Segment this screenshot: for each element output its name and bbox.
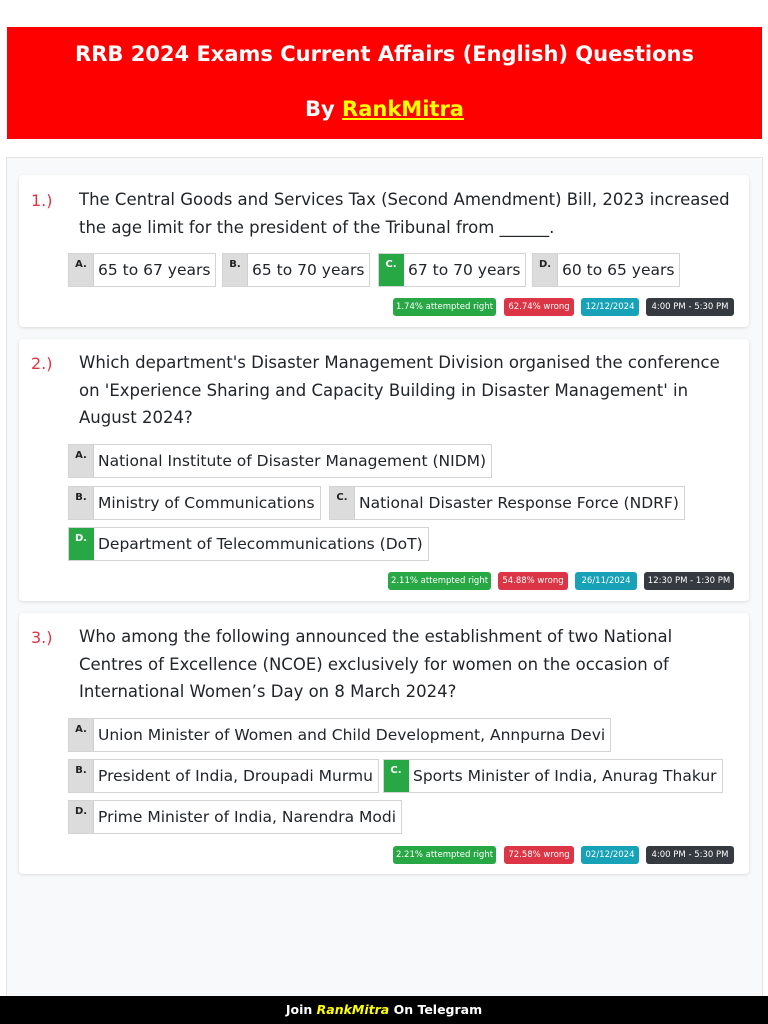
question-number: 2.) (31, 354, 53, 373)
option-d-correct[interactable] (68, 527, 429, 561)
telegram-footer[interactable] (0, 996, 768, 1024)
attempted-right-badge: 2.11% attempted right (388, 572, 491, 590)
option-letter: B. (69, 487, 94, 519)
option-text: 65 to 70 years (252, 261, 365, 279)
option-letter: A. (69, 719, 94, 751)
option-text: 65 to 67 years (98, 261, 211, 279)
option-c[interactable] (329, 486, 685, 520)
brand-link[interactable]: RankMitra (342, 97, 464, 121)
question-card-2 (19, 339, 749, 601)
option-letter: A. (69, 445, 94, 477)
byline (7, 96, 762, 122)
footer-prefix: Join (285, 1002, 317, 1017)
question-card-3 (19, 613, 749, 874)
option-text: Department of Telecommunications (DoT) (98, 535, 423, 553)
option-letter: B. (69, 760, 94, 792)
byline-prefix: By (305, 97, 343, 121)
option-letter: B. (223, 254, 248, 286)
option-d[interactable] (532, 253, 680, 287)
option-c-correct[interactable] (378, 253, 526, 287)
option-text: Sports Minister of India, Anurag Thakur (413, 767, 717, 785)
wrong-badge: 72.58% wrong (504, 846, 574, 864)
question-text: The Central Goods and Services Tax (Second Amendment) Bill, 2023 increased the age limit for the president of the Tribunal from ______. (79, 190, 730, 237)
question-text: Which department's Disaster Management Division organised the conference on 'Experience Sharing and Capacity Building in Disaster Management' in August 2024? (79, 353, 720, 427)
option-text: 67 to 70 years (408, 261, 521, 279)
option-b[interactable] (222, 253, 370, 287)
time-badge: 12:30 PM - 1:30 PM (644, 572, 734, 590)
option-b[interactable] (68, 759, 379, 793)
date-badge: 02/12/2024 (581, 846, 639, 864)
footer-suffix: On Telegram (389, 1002, 483, 1017)
option-text: National Disaster Response Force (NDRF) (359, 494, 679, 512)
question-number: 3.) (31, 628, 53, 647)
footer-brand: RankMitra (316, 1002, 390, 1017)
option-letter: A. (69, 254, 94, 286)
option-letter: C. (379, 254, 404, 286)
attempted-right-badge: 1.74% attempted right (393, 298, 496, 316)
option-letter: C. (330, 487, 355, 519)
option-a[interactable] (68, 444, 492, 478)
wrong-badge: 54.88% wrong (498, 572, 568, 590)
page-title: RRB 2024 Exams Current Affairs (English) Questions (75, 42, 694, 66)
date-badge: 12/12/2024 (581, 298, 639, 316)
attempted-right-badge: 2.21% attempted right (393, 846, 496, 864)
option-letter: D. (69, 528, 94, 560)
option-text: National Institute of Disaster Management (NIDM) (98, 452, 487, 470)
question-text: Who among the following announced the establishment of two National Centres of Excellence (NCOE) exclusively for women on the occasion of International Women’s Day on 8 March 2024? (79, 627, 673, 701)
option-letter: C. (384, 760, 409, 792)
time-badge: 4:00 PM - 5:30 PM (646, 846, 734, 864)
option-letter: D. (69, 801, 94, 833)
option-c-correct[interactable] (383, 759, 723, 793)
question-card-1 (19, 175, 749, 327)
option-b[interactable] (68, 486, 321, 520)
option-text: 60 to 65 years (562, 261, 675, 279)
option-text: Ministry of Communications (98, 494, 315, 512)
wrong-badge: 62.74% wrong (504, 298, 574, 316)
option-text: President of India, Droupadi Murmu (98, 767, 373, 785)
option-text: Union Minister of Women and Child Development, Annpurna Devi (98, 726, 606, 744)
time-badge: 4:00 PM - 5:30 PM (646, 298, 734, 316)
option-text: Prime Minister of India, Narendra Modi (98, 808, 396, 826)
page-header (7, 27, 762, 139)
option-a[interactable] (68, 718, 611, 752)
option-letter: D. (533, 254, 558, 286)
option-d[interactable] (68, 800, 402, 834)
option-a[interactable] (68, 253, 216, 287)
question-number: 1.) (31, 191, 53, 210)
date-badge: 26/11/2024 (575, 572, 637, 590)
